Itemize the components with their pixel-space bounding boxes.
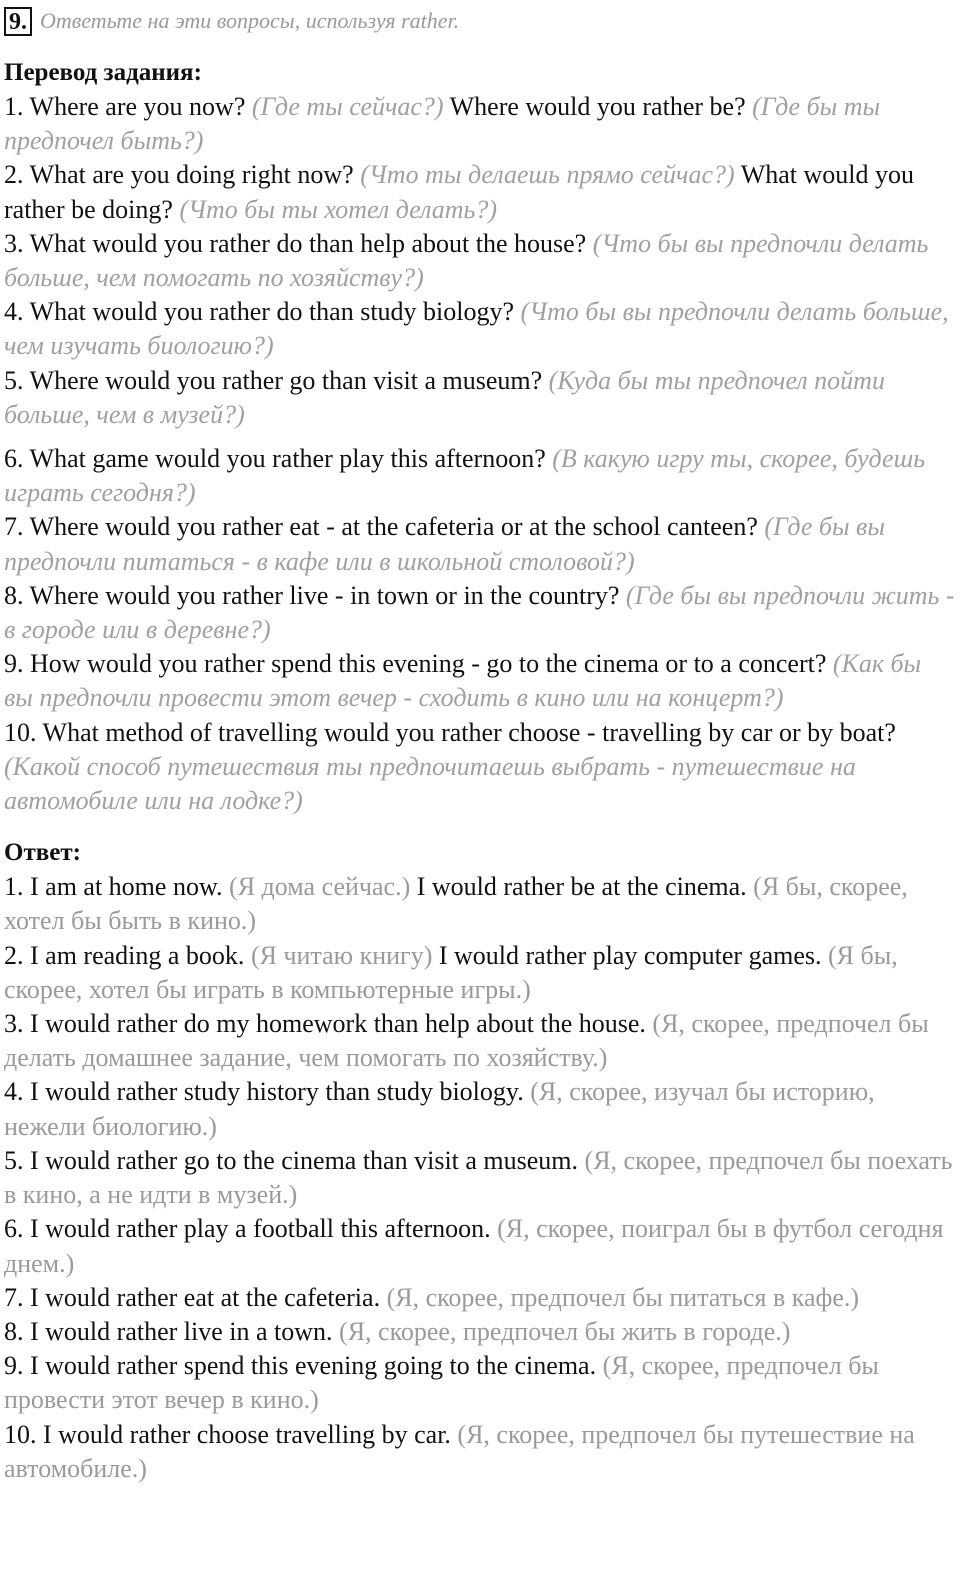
answer-item (4, 939, 956, 1007)
answer-text: 9. I would rather spend this evening going to the cinema. (4, 1351, 597, 1381)
answer-item (4, 1007, 956, 1075)
question-item (4, 295, 956, 363)
answer-text: 5. I would rather go to the cinema than visit a museum. (4, 1145, 579, 1175)
answer-translation: (Я бы, скорее, хотел бы быть в кино.) (4, 872, 908, 936)
answer-text: 10. I would rather choose travelling by car. (4, 1419, 451, 1449)
question-text: 9. How would you rather spend this evening - go to the cinema or to a concert? (4, 649, 827, 679)
answer-list (4, 870, 956, 1486)
question-translation: (Какой способ путешествия ты предпочитаешь выбрать - путешествие на автомобиле или на лодке?) (4, 751, 856, 816)
answer-text: 3. I would rather do my homework than help about the house. (4, 1009, 646, 1039)
answer-translation: (Я, скорее, предпочел бы провести этот вечер в кино.) (4, 1351, 879, 1415)
question-text: What would you rather be doing? (4, 160, 914, 224)
task-header (4, 4, 956, 38)
question-text: 3. What would you rather do than help about the house? (4, 228, 587, 258)
question-text: 6. What game would you rather play this afternoon? (4, 444, 546, 474)
answer-translation: (Я читаю книгу) (250, 940, 433, 970)
answer-item (4, 1315, 956, 1349)
answer-text: 8. I would rather live in a town. (4, 1316, 333, 1346)
answer-heading: Ответ: (4, 839, 81, 867)
answer-translation: (Я, скорее, предпочел бы питаться в кафе.) (386, 1282, 860, 1312)
question-text: 4. What would you rather do than study biology? (4, 297, 515, 327)
answer-item (4, 1075, 956, 1143)
question-text: 7. Where would you rather eat - at the cafeteria or at the school canteen? (4, 512, 758, 542)
answer-text: 1. I am at home now. (4, 872, 223, 902)
answer-item (4, 1349, 956, 1417)
question-text: 8. Where would you rather live - in town or in the country? (4, 580, 620, 610)
question-translation: (Где бы вы предпочли жить - в городе или в деревне?) (4, 580, 955, 645)
question-item (4, 90, 956, 158)
question-translation: (Что бы вы предпочли делать больше, чем изучать биологию?) (4, 297, 949, 361)
question-item (4, 579, 956, 647)
question-item (4, 510, 956, 578)
answer-item (4, 1212, 956, 1280)
question-text: 10. What method of travelling would you rather choose - travelling by car or by boat? (4, 717, 896, 747)
exercise-page (4, 4, 956, 1486)
answer-translation: (Я, скорее, предпочел бы жить в городе.) (339, 1316, 791, 1346)
answer-translation: (Я дома сейчас.) (229, 872, 411, 902)
question-text: 1. Where are you now? (4, 92, 246, 121)
question-text: 2. What are you doing right now? (4, 160, 354, 190)
answer-translation: (Я, скорее, предпочел бы делать домашнее задание, чем помогать по хозяйству.) (4, 1009, 929, 1073)
answer-item (4, 1281, 956, 1315)
question-item (4, 364, 956, 432)
question-item (4, 158, 956, 226)
question-translation: (Где ты сейчас?) (251, 92, 444, 121)
question-item (4, 227, 956, 295)
task-instruction: Ответьте на эти вопросы, используя rather. (40, 8, 460, 33)
question-item (4, 716, 956, 819)
answer-translation: (Я, скорее, предпочел бы поехать в кино, а не идти в музей.) (4, 1145, 953, 1210)
answer-text: I would rather be at the cinema. (416, 872, 747, 902)
question-translation: (Что ты делаешь прямо сейчас?) (360, 160, 735, 190)
answer-translation: (Я, скорее, предпочел бы путешествие на автомобиле.) (4, 1419, 915, 1483)
answer-translation: (Я, скорее, поиграл бы в футбол сегодня днем.) (4, 1214, 944, 1278)
translation-heading: Перевод задания: (4, 59, 202, 86)
answer-text: 2. I am reading a book. (4, 940, 245, 970)
answer-text: 7. I would rather eat at the cafeteria. (4, 1282, 381, 1312)
question-text: Where would you rather be? (449, 92, 746, 121)
question-translation: (Где бы вы предпочли питаться - в кафе или в школьной столовой?) (4, 512, 885, 576)
question-list (4, 90, 956, 818)
question-text: 5. Where would you rather go than visit a museum? (4, 365, 543, 395)
answer-translation: (Я бы, скорее, хотел бы играть в компьютерные игры.) (4, 940, 898, 1004)
answer-text: 4. I would rather study history than study biology. (4, 1077, 524, 1107)
question-translation: (Что бы вы предпочли делать больше, чем помогать по хозяйству?) (4, 228, 929, 293)
answer-item (4, 870, 956, 938)
question-translation: (В какую игру ты, скорее, будешь играть сегодня?) (4, 444, 926, 508)
question-item (4, 442, 956, 510)
answer-item (4, 1418, 956, 1486)
question-translation: (Что бы ты хотел делать?) (179, 194, 498, 224)
answer-item (4, 1144, 956, 1212)
question-translation: (Где бы ты предпочел быть?) (4, 92, 881, 156)
question-translation: (Куда бы ты предпочел пойти больше, чем в музей?) (4, 365, 885, 429)
question-translation: (Как бы вы предпочли провести этот вечер - сходить в кино или на концерт?) (4, 649, 922, 713)
question-item (4, 647, 956, 715)
task-number: 9. (4, 7, 32, 36)
answer-translation: (Я, скорее, изучал бы историю, нежели биологию.) (4, 1077, 875, 1141)
answer-text: I would rather play computer games. (438, 940, 822, 970)
answer-text: 6. I would rather play a football this afternoon. (4, 1214, 491, 1244)
